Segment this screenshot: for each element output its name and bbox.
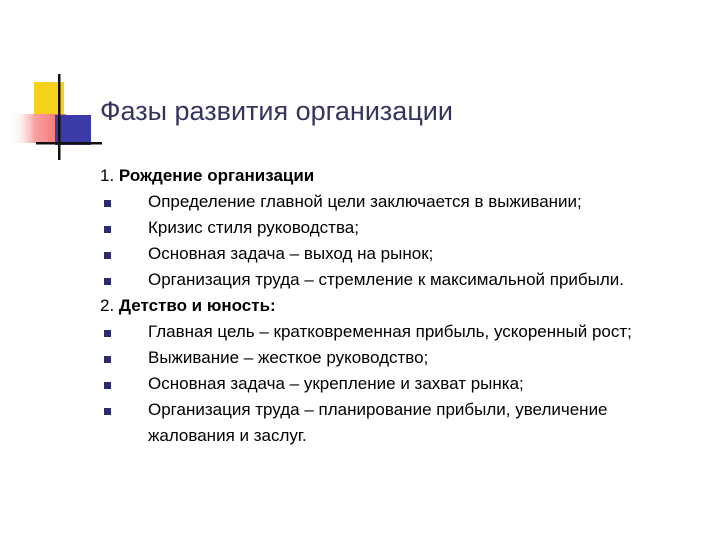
slide-title: Фазы развития организации [100, 96, 453, 126]
list-item [100, 215, 700, 241]
slide-content [100, 163, 700, 449]
list-item-text: Главная цель – кратковременная прибыль, ускоренный рост; [148, 322, 632, 341]
list-item-text: Выживание – жесткое руководство; [148, 348, 429, 367]
list-item-text: Организация труда – планирование прибыли, увеличение [148, 400, 608, 419]
list-item [100, 267, 700, 293]
list-item-text: Основная задача – выход на рынок; [148, 244, 434, 263]
list-item-text: Основная задача – укрепление и захват рынка; [148, 374, 524, 393]
section-title: Детство и юность: [118, 296, 276, 315]
square-bullet-icon [104, 226, 111, 233]
square-bullet-icon [104, 330, 111, 337]
section-heading-2 [100, 293, 700, 319]
section-heading-1 [100, 163, 700, 189]
list-item-text-continuation: жалования и заслуг. [148, 426, 307, 445]
list-item [100, 371, 700, 397]
section-title: Рождение организации [118, 166, 315, 185]
list-item-text: Определение главной цели заключается в выживании; [148, 192, 582, 211]
list-item-text: Кризис стиля руководства; [148, 218, 359, 237]
square-bullet-icon [104, 200, 111, 207]
square-bullet-icon [104, 382, 111, 389]
square-bullet-icon [104, 252, 111, 259]
list-item-text: Организация труда – стремление к максимальной прибыли. [148, 270, 624, 289]
list-item [100, 241, 700, 267]
list-item [100, 189, 700, 215]
list-item [100, 319, 700, 345]
horizontal-line [36, 142, 102, 145]
square-bullet-icon [104, 278, 111, 285]
section-number: 2. [100, 296, 115, 315]
square-bullet-icon [104, 356, 111, 363]
vertical-line [58, 74, 61, 160]
list-item [100, 345, 700, 371]
section-number: 1. [100, 166, 115, 185]
list-item [100, 397, 700, 449]
square-bullet-icon [104, 408, 111, 415]
